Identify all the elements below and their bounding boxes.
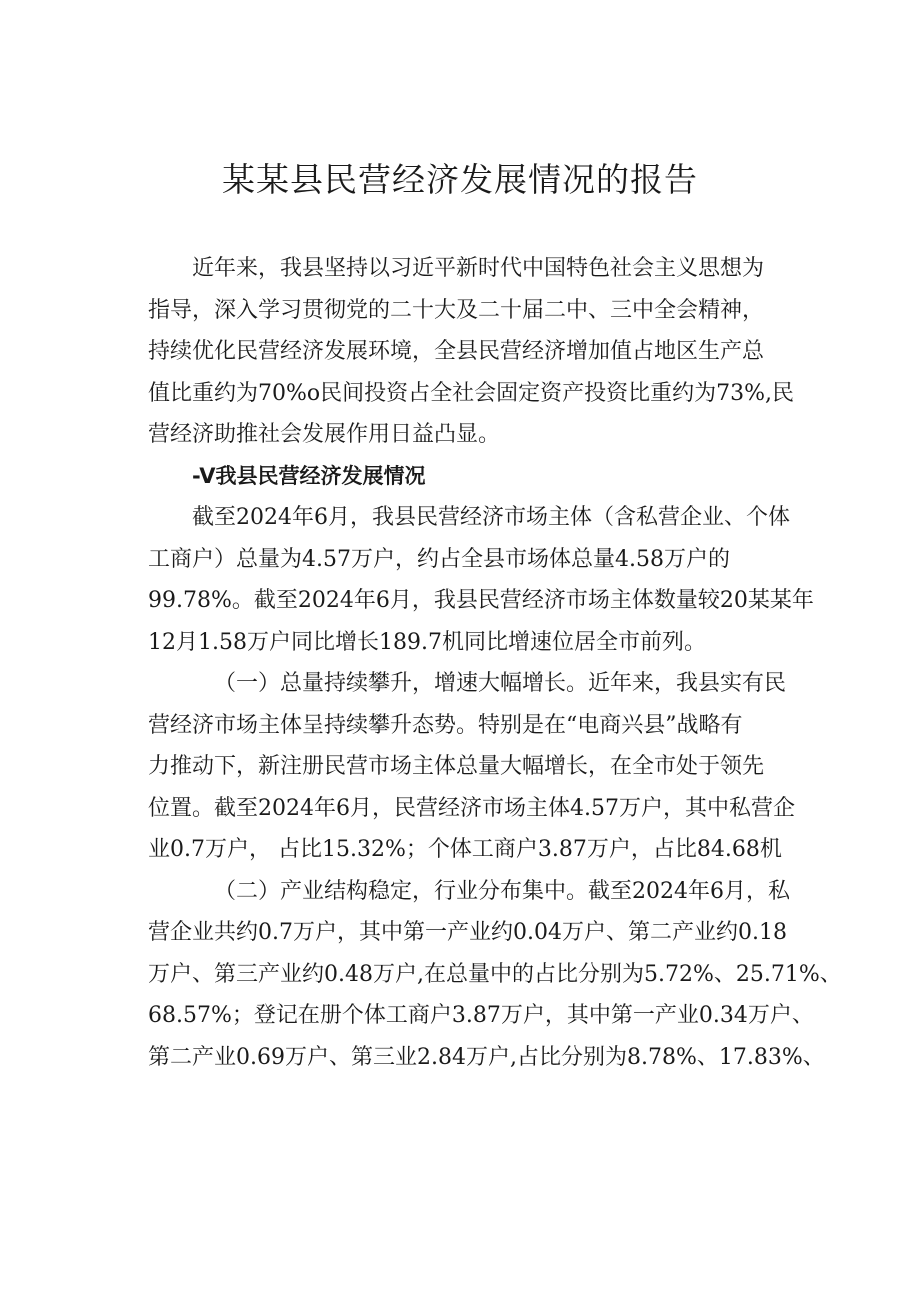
text-line: （二）产业结构稳定，行业分布集中。截至2024年6月，私 — [214, 878, 790, 904]
section-heading — [148, 456, 800, 498]
paragraph-industry-structure — [148, 871, 842, 1079]
text-line: 位置。截至2024年6月，民营经济市场主体4.57万户，其中私营企 — [148, 795, 795, 821]
paragraph-total-growth — [148, 663, 800, 871]
text-line: 12月1.58万户同比增长189.7机同比增速位居全市前列。 — [148, 629, 706, 655]
text-line: 持续优化民营经济发展环境，全县民营经济增加值占地区生产总 — [148, 339, 765, 364]
paragraph-intro — [148, 248, 800, 456]
text-line: 68.57%；登记在册个体工商户3.87万户，其中第一产业0.34万户、 — [148, 1003, 814, 1028]
text-line: 营企业共约0.7万户，其中第一产业约0.04万户、第二产业约0.18 — [148, 920, 787, 945]
text-line: 业0.7万户， 占比15.32%；个体工商户3.87万户，占比84.68机 — [148, 837, 782, 862]
document-body — [148, 248, 842, 1078]
text-line: 营经济市场主体呈持续攀升态势。特别是在“电商兴县”战略有 — [148, 712, 743, 738]
text-line: 值比重约为70%o民间投资占全社会固定资产投资比重约为73%,民 — [148, 380, 795, 406]
text-line: 工商户）总量为4.57万户，约占全县市场体总量4.58万户的 — [148, 546, 730, 572]
document-title: 某某县民营经济发展情况的报告 — [222, 160, 698, 199]
text-line: 截至2024年6月，我县民营经济市场主体（含私营企业、个体 — [192, 505, 790, 530]
text-line: 99.78%。截至2024年6月，我县民营经济市场主体数量较20某某年 — [148, 588, 814, 613]
text-line: 近年来，我县坚持以习近平新时代中国特色社会主义思想为 — [192, 256, 765, 281]
text-line: 万户、第三产业约0.48万户,在总量中的占比分别为5.72%、25.71%、 — [148, 961, 842, 987]
paragraph-overview — [148, 497, 814, 663]
text-line: 指导，深入学习贯彻党的二十大及二十届二中、三中全会精神， — [148, 297, 765, 323]
text-line: 第二产业0.69万户、第三业2.84万户,占比分别为8.78%、17.83%、 — [148, 1044, 825, 1070]
section-heading-text: -V我县民营经济发展情况 — [192, 463, 426, 488]
text-line: 营经济助推社会发展作用日益凸显。 — [148, 422, 501, 447]
text-line: （一）总量持续攀升，增速大幅增长。近年来，我县实有民 — [214, 671, 787, 696]
text-line: 力推动下，新注册民营市场主体总量大幅增长，在全市处于领先 — [148, 754, 765, 779]
